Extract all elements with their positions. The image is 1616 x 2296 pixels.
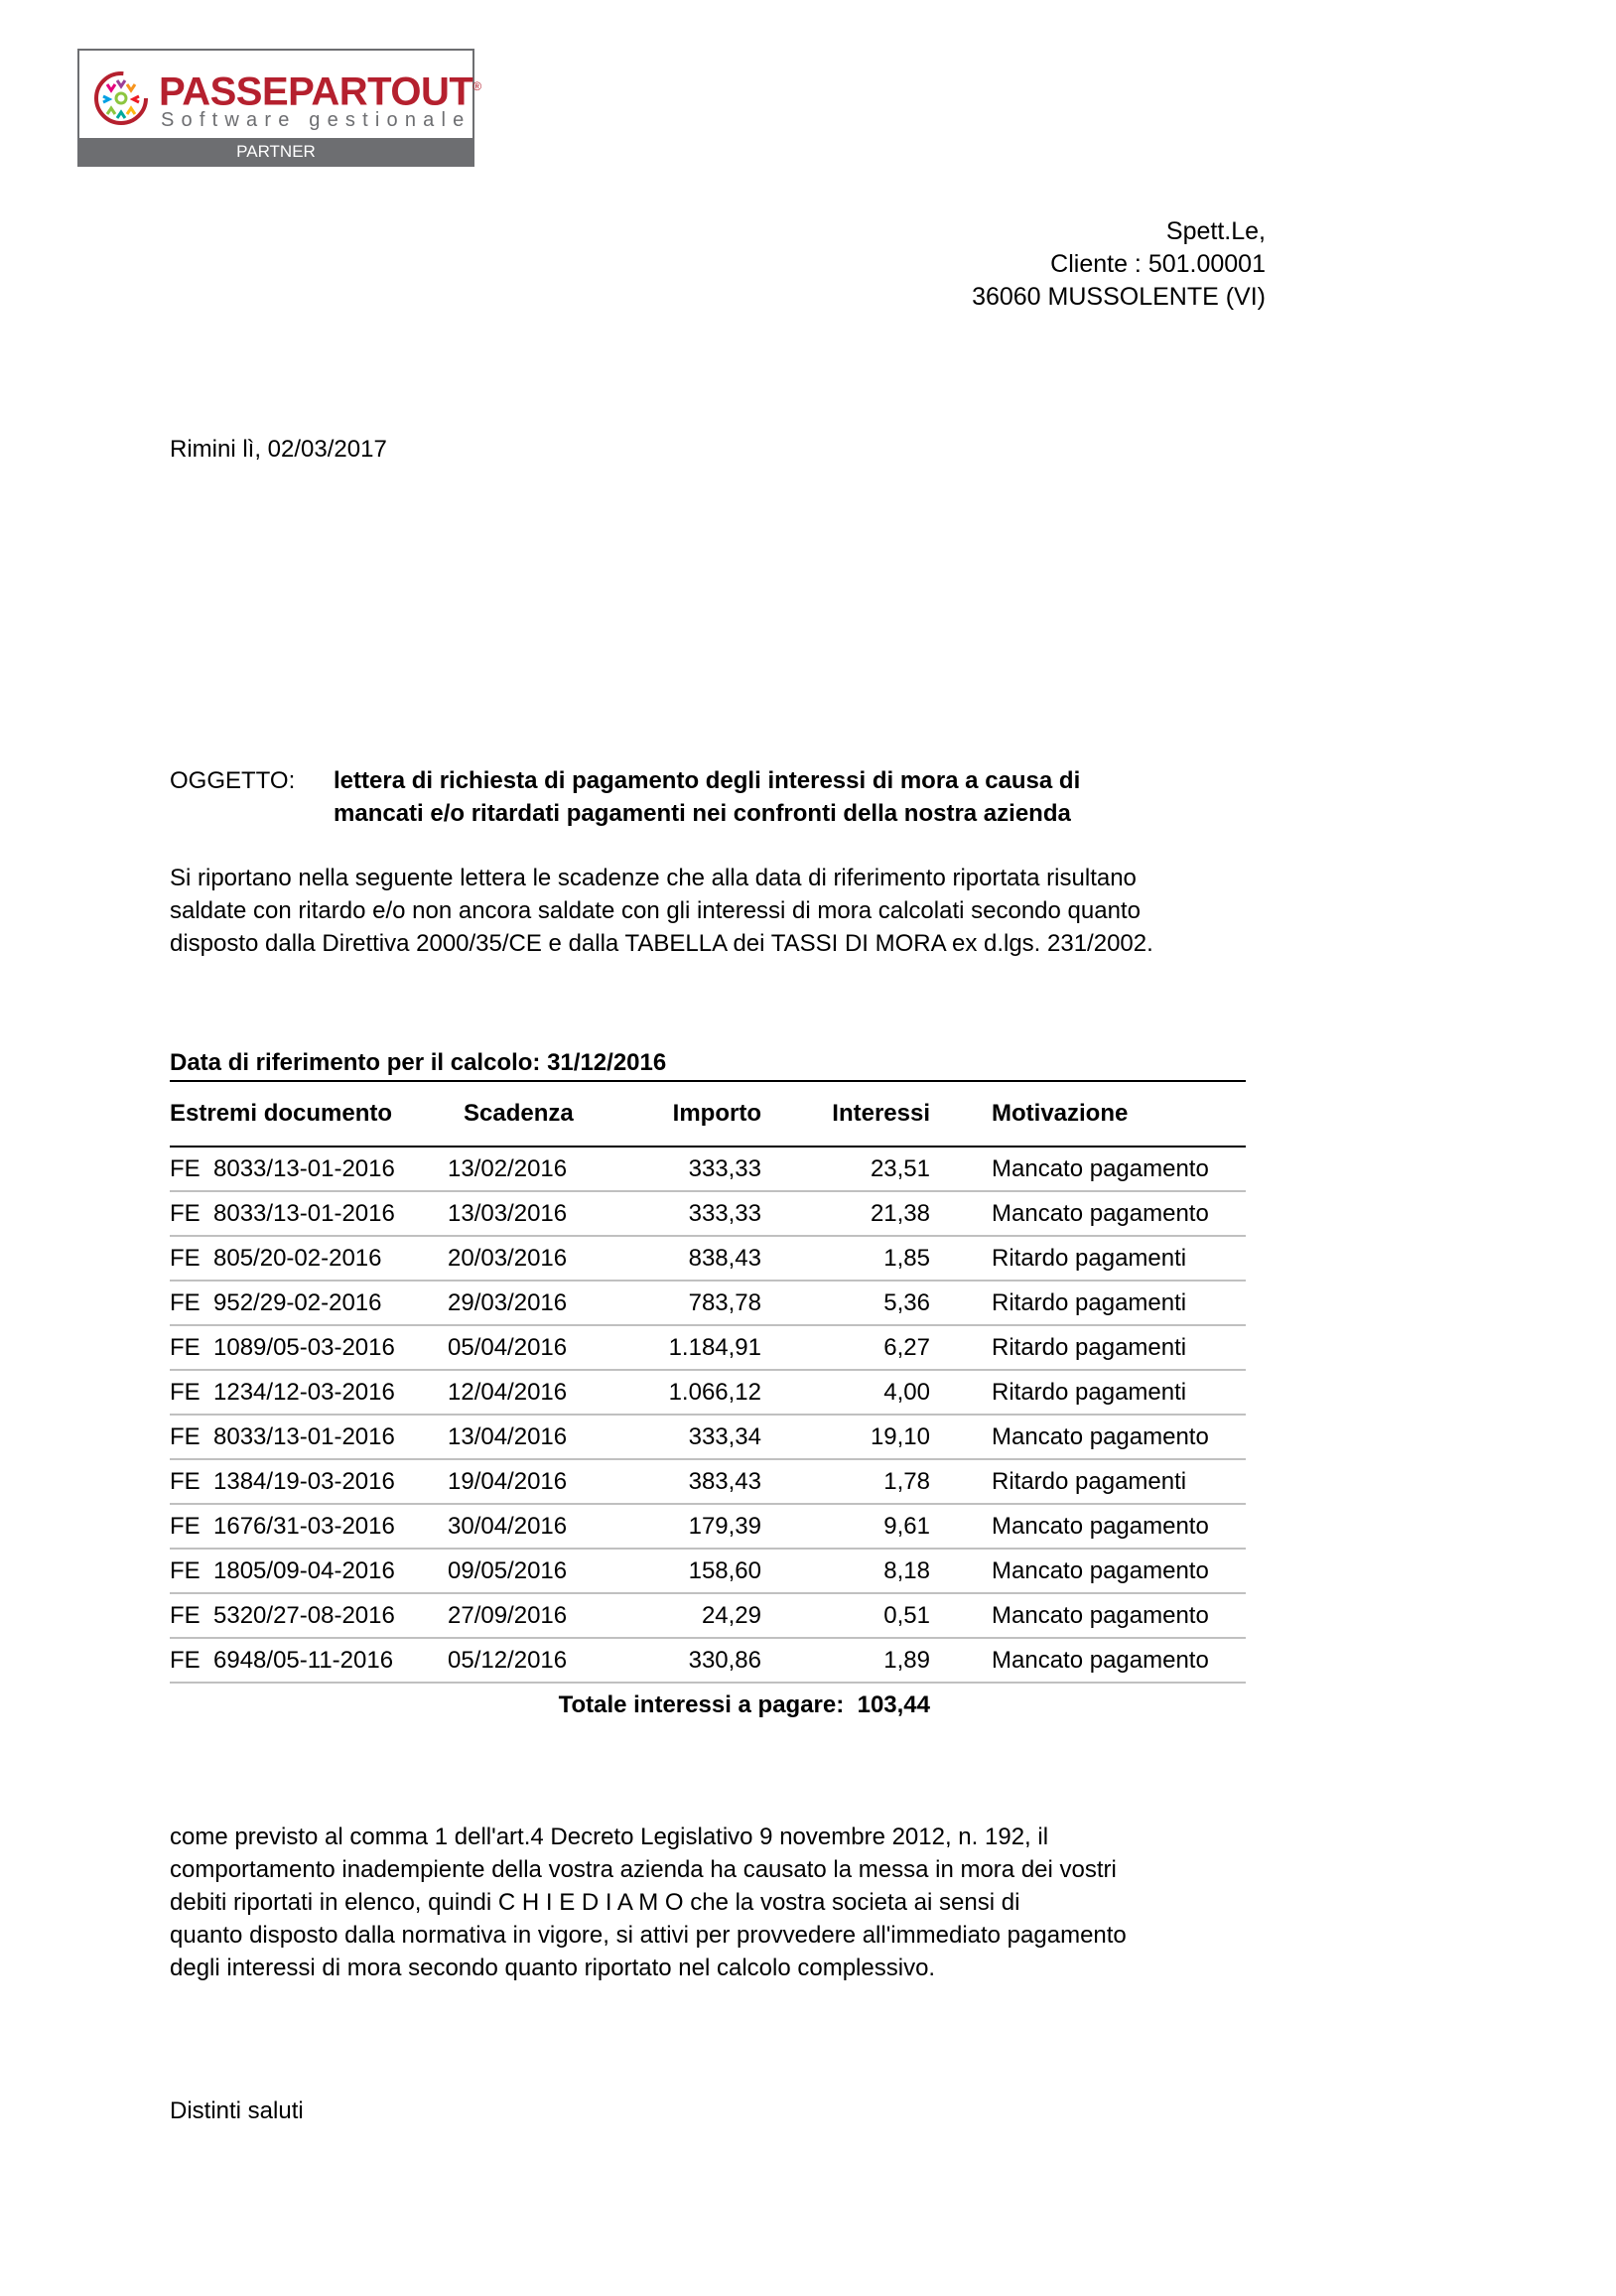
closing-line-2: comportamento inadempiente della vostra azienda ha causato la messa in mora dei vostri: [170, 1856, 1117, 1883]
cell-due-date: 13/03/2016: [448, 1199, 568, 1227]
cell-interest: 1,78: [883, 1467, 930, 1495]
cell-interest: 0,51: [883, 1601, 930, 1629]
total-interest: [170, 1691, 930, 1719]
intro-line-1: Si riportano nella seguente lettera le scadenze che alla data di riferimento riportata risultano: [170, 865, 1137, 891]
cell-interest: 21,38: [870, 1199, 930, 1227]
recipient-client-code: Cliente : 501.00001: [1050, 250, 1266, 278]
cell-interest: 8,18: [883, 1556, 930, 1584]
cell-reason: Ritardo pagamenti: [992, 1288, 1187, 1316]
cell-document: FE 952/29-02-2016: [170, 1288, 382, 1316]
cell-due-date: 29/03/2016: [448, 1288, 568, 1316]
cell-interest: 5,36: [883, 1288, 930, 1316]
cell-amount: 383,43: [688, 1467, 761, 1495]
subject-label: OGGETTO:: [170, 767, 296, 794]
table-row: [170, 1282, 1246, 1326]
cell-reason: Ritardo pagamenti: [992, 1333, 1187, 1361]
cell-amount: 179,39: [688, 1512, 761, 1540]
interest-table: [170, 1048, 1246, 1727]
cell-due-date: 13/04/2016: [448, 1422, 568, 1450]
cell-interest: 19,10: [870, 1422, 930, 1450]
cell-document: FE 6948/05-11-2016: [170, 1646, 394, 1674]
cell-reason: Mancato pagamento: [992, 1199, 1209, 1227]
cell-reason: Ritardo pagamenti: [992, 1244, 1187, 1272]
table-row: [170, 1237, 1246, 1282]
table-row: [170, 1639, 1246, 1684]
cell-amount: 1.184,91: [668, 1333, 761, 1361]
cell-amount: 1.066,12: [668, 1378, 761, 1406]
subject-line-2: mancati e/o ritardati pagamenti nei confronti della nostra azienda: [334, 800, 1071, 827]
logo-tagline: Software gestionale: [161, 109, 471, 131]
cell-due-date: 13/02/2016: [448, 1154, 568, 1182]
table-row: [170, 1371, 1246, 1416]
logo-brand: PASSEPARTOUT®: [159, 69, 481, 114]
table-row: [170, 1594, 1246, 1639]
cell-document: FE 5320/27-08-2016: [170, 1601, 395, 1629]
table-row: [170, 1550, 1246, 1594]
closing-line-1: come previsto al comma 1 dell'art.4 Decreto Legislativo 9 novembre 2012, n. 192, il: [170, 1823, 1049, 1850]
cell-document: FE 8033/13-01-2016: [170, 1199, 395, 1227]
cell-document: FE 1805/09-04-2016: [170, 1556, 395, 1584]
total-value: 103,44: [857, 1691, 930, 1718]
header-reason: Motivazione: [992, 1100, 1129, 1127]
cell-amount: 333,33: [688, 1199, 761, 1227]
cell-amount: 783,78: [688, 1288, 761, 1316]
logo-partner-bar: PARTNER: [79, 138, 472, 165]
header-interest: Interessi: [832, 1100, 930, 1127]
cell-reason: Mancato pagamento: [992, 1154, 1209, 1182]
cell-reason: Ritardo pagamenti: [992, 1378, 1187, 1406]
recipient-city: 36060 MUSSOLENTE (VI): [972, 283, 1266, 311]
cell-amount: 333,34: [688, 1422, 761, 1450]
cell-document: FE 8033/13-01-2016: [170, 1422, 395, 1450]
cell-interest: 6,27: [883, 1333, 930, 1361]
cell-due-date: 20/03/2016: [448, 1244, 568, 1272]
cell-amount: 24,29: [701, 1601, 761, 1629]
cell-document: FE 1384/19-03-2016: [170, 1467, 395, 1495]
table-row: [170, 1505, 1246, 1550]
cell-due-date: 30/04/2016: [448, 1512, 568, 1540]
closing-line-3: debiti riportati in elenco, quindi C H I E D I A M O che la vostra societa ai sensi di: [170, 1889, 1020, 1916]
table-row: [170, 1460, 1246, 1505]
cell-interest: 1,89: [883, 1646, 930, 1674]
reference-date-title: Data di riferimento per il calcolo: 31/12/2016: [170, 1048, 1246, 1082]
intro-line-2: saldate con ritardo e/o non ancora saldate con gli interessi di mora calcolati secondo quanto: [170, 897, 1141, 924]
logo-mark-icon: [93, 70, 149, 126]
table-row: [170, 1192, 1246, 1237]
cell-document: FE 8033/13-01-2016: [170, 1154, 395, 1182]
header-document: Estremi documento: [170, 1100, 393, 1127]
cell-due-date: 09/05/2016: [448, 1556, 568, 1584]
cell-reason: Mancato pagamento: [992, 1556, 1209, 1584]
cell-reason: Mancato pagamento: [992, 1422, 1209, 1450]
closing-paragraph: [170, 1821, 1127, 1984]
subject-text: [334, 764, 1080, 830]
cell-due-date: 05/04/2016: [448, 1333, 568, 1361]
passepartout-partner-logo: [77, 49, 481, 167]
cell-reason: Ritardo pagamenti: [992, 1467, 1187, 1495]
cell-reason: Mancato pagamento: [992, 1512, 1209, 1540]
cell-reason: Mancato pagamento: [992, 1646, 1209, 1674]
cell-interest: 9,61: [883, 1512, 930, 1540]
cell-due-date: 05/12/2016: [448, 1646, 568, 1674]
cell-amount: 333,33: [688, 1154, 761, 1182]
recipient-address: [972, 215, 1266, 314]
cell-document: FE 1676/31-03-2016: [170, 1512, 395, 1540]
recipient-salutation: Spett.Le,: [1165, 217, 1266, 245]
cell-due-date: 12/04/2016: [448, 1378, 568, 1406]
cell-document: FE 1234/12-03-2016: [170, 1378, 395, 1406]
table-row: [170, 1326, 1246, 1371]
header-due-date: Scadenza: [464, 1100, 574, 1127]
intro-line-3: disposto dalla Direttiva 2000/35/CE e dalla TABELLA dei TASSI DI MORA ex d.lgs. 231/2002.: [170, 930, 1153, 957]
registered-mark: ®: [472, 79, 481, 93]
table-header: [170, 1082, 1246, 1148]
place-date: Rimini lì, 02/03/2017: [170, 436, 387, 463]
subject-line-1: lettera di richiesta di pagamento degli interessi di mora a causa di: [334, 767, 1081, 794]
cell-due-date: 27/09/2016: [448, 1601, 568, 1629]
cell-document: FE 1089/05-03-2016: [170, 1333, 395, 1361]
total-label: Totale interessi a pagare:: [558, 1691, 845, 1718]
cell-interest: 1,85: [883, 1244, 930, 1272]
closing-line-4: quanto disposto dalla normativa in vigore, si attivi per provvedere all'immediato pagamento: [170, 1922, 1127, 1949]
cell-amount: 330,86: [688, 1646, 761, 1674]
cell-amount: 838,43: [688, 1244, 761, 1272]
cell-interest: 23,51: [870, 1154, 930, 1182]
cell-amount: 158,60: [688, 1556, 761, 1584]
table-row: [170, 1148, 1246, 1192]
cell-document: FE 805/20-02-2016: [170, 1244, 382, 1272]
header-amount: Importo: [672, 1100, 761, 1127]
cell-interest: 4,00: [883, 1378, 930, 1406]
closing-line-5: degli interessi di mora secondo quanto riportato nel calcolo complessivo.: [170, 1955, 936, 1981]
intro-paragraph: [170, 862, 1153, 960]
table-row: [170, 1416, 1246, 1460]
cell-reason: Mancato pagamento: [992, 1601, 1209, 1629]
cell-due-date: 19/04/2016: [448, 1467, 568, 1495]
signoff: Distinti saluti: [170, 2097, 304, 2124]
total-row: [170, 1684, 1246, 1727]
